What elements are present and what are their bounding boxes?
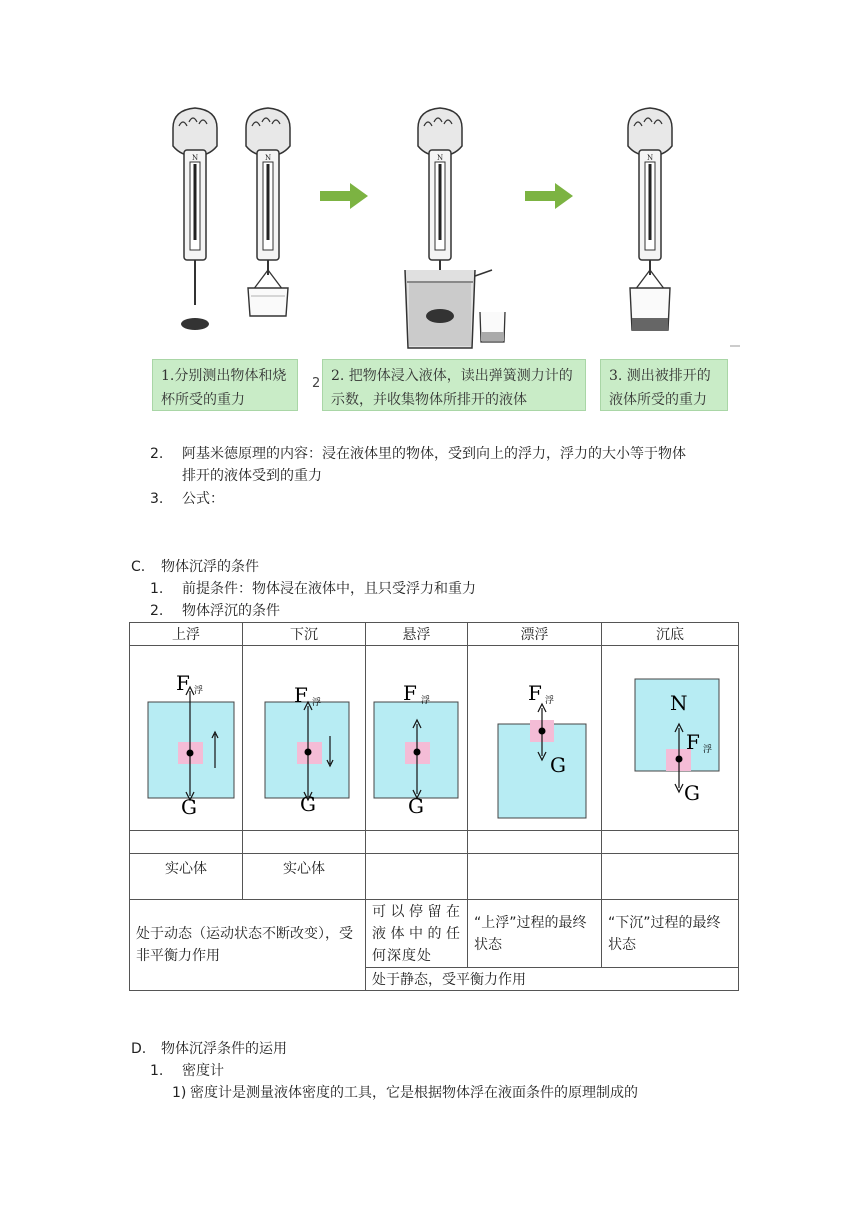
list-number: 1. [150,581,164,597]
section-letter: D. [131,1041,147,1057]
table-header-row [130,623,739,646]
force-g-label: G [550,753,566,777]
solid-row: 实心体 实心体 [130,854,739,900]
caption-step-1: 1.分别测出物体和烧杯所受的重力 [152,359,298,411]
force-g-label: G [300,792,316,816]
conditions-title: 物体浮沉的条件 [182,603,280,619]
state-row [130,900,739,968]
section-title: 物体沉浮条件的运用 [161,1041,287,1057]
arrow-icon [320,183,368,209]
hydrometer-title: 密度计 [182,1063,224,1079]
svg-text:浮: 浮 [194,686,204,696]
header-suspend: 悬浮 [366,623,468,646]
dynamic-state-cell: 处于动态（运动状态不断改变），受非平衡力作用 [130,900,366,991]
spring-scale-illustration: N [150,100,740,360]
force-g-label: G [684,781,700,805]
force-g-label: G [408,794,424,818]
caption-step-2: 2. 把物体浸入液体，读出弹簧测力计的示数，并收集物体所排开的液体 [322,359,586,411]
arrow-icon [525,183,573,209]
section-letter: C. [131,559,146,575]
force-f-label: F [686,730,700,754]
empty-row [130,831,739,854]
diagram-suspend [366,646,468,831]
svg-text:浮: 浮 [312,698,322,708]
hydrometer-description: 密度计是测量液体密度的工具，它是根据物体浮在液面条件的原理制成的 [190,1085,638,1101]
svg-text:浮: 浮 [703,745,713,755]
suspend-state-cell: 可以停留在液体中的任何深度处 [366,900,468,968]
float-sink-table [129,622,739,991]
list-number: 3. [150,491,164,507]
force-n-label: N [670,691,688,715]
diagram-sink [243,646,366,831]
float-state-cell: “上浮”过程的最终状态 [468,900,602,968]
sub-list-number: 1) [172,1085,187,1101]
diagram-float [468,646,602,831]
static-state-cell: 处于静态，受平衡力作用 [366,968,739,991]
list-number: 2. [150,603,164,619]
archimedes-principle-line-1: 阿基米德原理的内容：浸在液体里的物体，受到向上的浮力，浮力的大小等于物体 [182,446,686,462]
svg-text:浮: 浮 [545,696,555,706]
header-bottom: 沉底 [602,623,739,646]
section-title: 物体沉浮的条件 [161,559,259,575]
force-f-label: F [176,671,190,695]
sink-state-cell: “下沉”过程的最终状态 [602,900,739,968]
stray-label: 2 [312,376,321,391]
diagram-rise [130,646,243,831]
force-f-label: F [528,681,542,705]
caption-step-3: 3. 测出被排开的液体所受的重力 [600,359,728,411]
header-float: 漂浮 [468,623,602,646]
archimedes-principle-line-2: 排开的液体受到的重力 [182,468,322,484]
header-rise: 上浮 [130,623,243,646]
formula-label: 公式： [182,491,224,507]
precondition-text: 前提条件：物体浸在液体中，且只受浮力和重力 [182,581,476,597]
list-number: 2. [150,446,164,462]
force-f-label: F [294,683,308,707]
diagram-row [130,646,739,831]
svg-text:浮: 浮 [421,696,431,706]
list-number: 1. [150,1063,164,1079]
header-sink: 下沉 [243,623,366,646]
force-f-label: F [403,681,417,705]
diagram-bottom [602,646,739,831]
force-g-label: G [181,795,197,819]
